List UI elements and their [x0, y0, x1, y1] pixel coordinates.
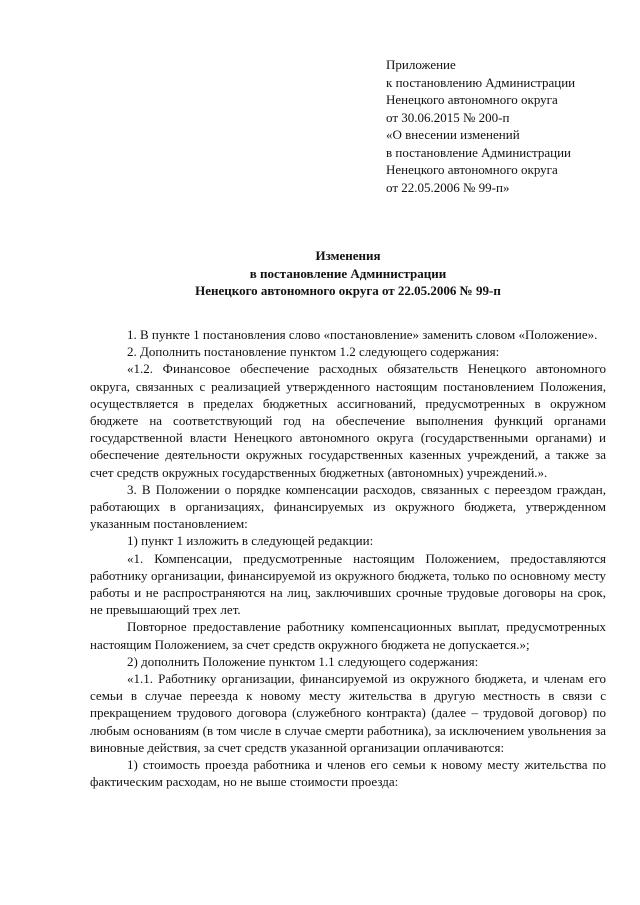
appendix-line: от 22.05.2006 № 99-п»	[386, 179, 510, 195]
document-body	[90, 326, 606, 790]
paragraph: Повторное предоставление работнику компенсационных выплат, предусмотренных настоящим Положением, за счет средств окружного бюджета не допускается.»;	[90, 619, 606, 652]
paragraph: «1.2. Финансовое обеспечение расходных обязательств Ненецкого автономного округа, связанных с реализацией утвержденного настоящим постановлением Положения, осуществляется в пределах бюджетных ассигнований, предусмотренных в окружном бюджете на соответствующий год на обеспечение выполнения функций органами государственной власти Ненецкого автономного округа (государственными органами) и обеспечение деятельности окружных государственных казенных учреждений, а также за счет средств окружных государственных бюджетных (автономных) учреждений.».	[90, 361, 606, 480]
paragraph: 1. В пункте 1 постановления слово «постановление» заменить словом «Положение».	[127, 327, 598, 342]
appendix-line: «О внесении изменений	[386, 127, 520, 142]
paragraph: «1. Компенсации, предусмотренные настоящим Положением, предоставляются работнику организации, финансируемой из окружного бюджета, только по основному месту работы и не распространяются на лиц, заключивших срочные трудовые договоры на срок, не превышающий трех лет.	[90, 550, 606, 618]
title-line: Изменения	[315, 248, 381, 263]
title-line: Ненецкого автономного округа от 22.05.2006 № 99-п	[195, 283, 501, 298]
appendix-line: в постановление Администрации	[386, 144, 572, 160]
appendix-line: Приложение	[386, 57, 456, 72]
paragraph: 3. В Положении о порядке компенсации расходов, связанных с переездом граждан, работающих в организациях, финансируемых из окружного бюджета, утвержденном указанным постановлением:	[90, 481, 606, 532]
appendix-header	[386, 56, 626, 196]
appendix-line: Ненецкого автономного округа	[386, 92, 558, 107]
paragraph: 2. Дополнить постановление пунктом 1.2 следующего содержания:	[127, 344, 500, 360]
document-title	[90, 247, 606, 300]
paragraph: 1) стоимость проезда работника и членов его семьи к новому месту жительства по фактическим расходам, но не выше стоимости проезда:	[90, 757, 606, 790]
appendix-line: от 30.06.2015 № 200-п	[386, 109, 510, 125]
paragraph: 1) пункт 1 изложить в следующей редакции:	[127, 533, 374, 549]
paragraph: «1.1. Работнику организации, финансируемой из окружного бюджета, и членам его семьи в случае переезда к новому месту жительства в другую местность в связи с прекращением трудового договора (служебного контракта) (далее – трудовой договор) по любым основаниям (в том числе в случае смерти работника), за исключением увольнения за виновные действия, за счет средств указанной организации оплачиваются:	[90, 671, 606, 755]
paragraph: 2) дополнить Положение пунктом 1.1 следующего содержания:	[127, 653, 479, 669]
appendix-line: к постановлению Администрации	[386, 74, 576, 90]
appendix-line: Ненецкого автономного округа	[386, 162, 558, 177]
title-line: в постановление Администрации	[249, 265, 447, 281]
